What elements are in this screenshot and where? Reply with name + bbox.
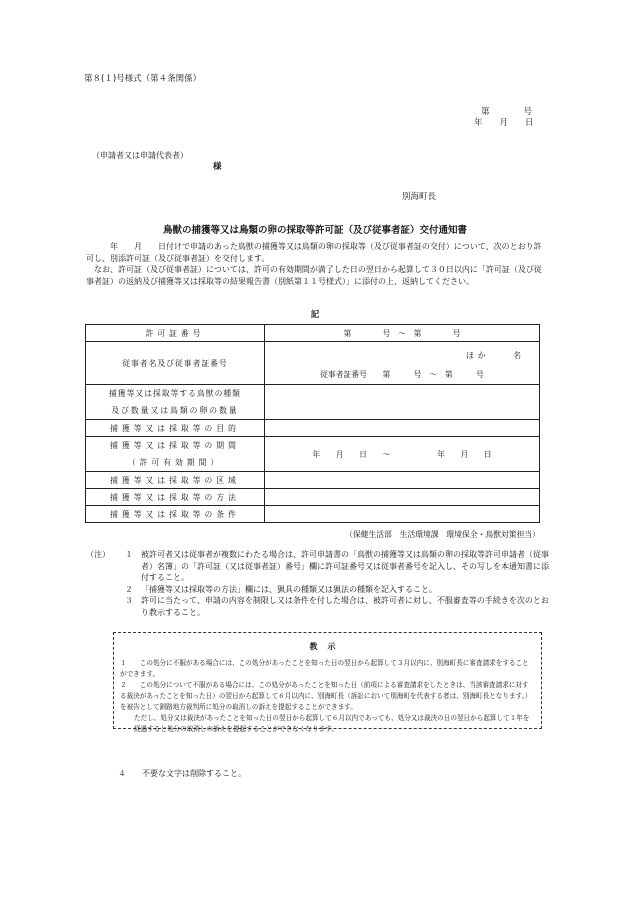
form-id: 第８(１)号様式（第４条関係） [84, 74, 202, 84]
note-item [86, 549, 556, 584]
table-row [86, 437, 540, 472]
workers-cert-numbers: 従事者証番号 第 号 ～ 第 号 [320, 370, 484, 379]
table-row [86, 506, 540, 523]
note-number: １ [125, 550, 133, 559]
purpose-label: 捕獲等又は採取等の目的 [86, 420, 265, 437]
purpose-value[interactable] [265, 420, 540, 437]
workers-cell [265, 342, 540, 385]
table-row [86, 385, 540, 420]
species-label-line-2: 及び数量又は鳥類の卵の数量 [111, 406, 239, 415]
table-row [86, 472, 540, 489]
period-value: 年 月 日 ～ 年 月 日 [265, 437, 540, 472]
table-row [86, 325, 540, 342]
species-label [86, 385, 265, 420]
permit-number-value: 第 号 ～ 第 号 [265, 325, 540, 342]
period-label-line-1: 捕獲等又は採取等の期間 [110, 441, 240, 450]
document-date-label: 年 月 日 [474, 118, 534, 128]
note-item [86, 584, 556, 596]
table-row [86, 420, 540, 437]
area-label: 捕獲等又は採取等の区域 [86, 472, 265, 489]
species-label-line-1: 捕獲等又は採取等する鳥獣の種類 [109, 389, 241, 398]
area-value[interactable] [265, 472, 540, 489]
workers-label: 従事者名及び従事者証番号 [86, 342, 265, 385]
issuer: 別海町長 [402, 192, 437, 202]
instruction-paragraph-1: １ この処分に不服がある場合には、この処分があったことを知った日の翌日から起算して３月以内に、別海町長に審査請求をすることができます。 [120, 659, 529, 678]
notes-mark: （注） [86, 550, 110, 559]
workers-count: ほか 名 [466, 351, 525, 360]
applicant-label: （申請者又は申請代表者） [92, 151, 188, 160]
note-number: ３ [125, 596, 133, 605]
period-label-line-2: （許可有効期間） [127, 458, 223, 467]
document-title: 鳥獣の捕獲等又は鳥類の卵の採取等許可証（及び従事者証）交付通知書 [162, 225, 467, 236]
period-label [86, 437, 265, 472]
species-value[interactable] [265, 385, 540, 420]
note-4: ４ 不要な文字は削除すること。 [118, 769, 246, 778]
note-text: 被許可者又は従事者が複数にわたる場合は、許可申請書の「鳥獣の捕獲等又は鳥類の卵の採取等許可申請者（従事者）名簿」の「許可証（又は従事者証）番号」欄に許可証番号又は従事者番号を記入し、その写しを本通知書に添付すること。 [141, 550, 549, 582]
honorific: 様 [213, 162, 222, 172]
condition-label: 捕獲等又は採取等の条件 [86, 506, 265, 523]
note-number: ２ [125, 584, 133, 594]
note-text: 「捕獲等又は採取等の方法」欄には、猟具の種類又は猟法の種類を記入すること。 [141, 584, 437, 594]
condition-value[interactable] [265, 506, 540, 523]
notes-section [86, 549, 556, 618]
instruction-paragraph-3: ただし、処分又は裁決があったことを知った日の翌日から起算して６月以内であっても、処分又は裁決の日の翌日から起算して１年を経過すると処分の取消しの訴えを提起することができなくなります。 [134, 714, 530, 733]
instruction-heading: 教示 [309, 642, 346, 651]
ki-heading: 記 [310, 310, 320, 320]
instruction-paragraph-2: ２ この処分について不服がある場合には、この処分があったことを知った日（前項による審査請求をしたときは、当該審査請求に対する裁決があったことを知った日）の翌日から起算して６月以内に、別海町長（訴訟において別海町を代表する者は、別海町長となります。）を被告として釧路地方裁判所に処分の取消しの訴えを提起することができます。 [120, 681, 532, 711]
department-label: （保健生活部 生活環境課 環境保全・鳥獣対策担当） [345, 530, 540, 539]
table-row [86, 489, 540, 506]
note-text: 許可に当たって、申請の内容を制限し又は条件を付した場合は、被許可者に対し、不服審査等の手続きを次のとおり教示すること。 [141, 596, 549, 617]
body-paragraph-2: なお、許可証（及び従事者証）については、許可の有効期間が満了した日の翌日から起算して３０日以内に「許可証（及び従事者証）の返納及び捕獲等又は採取等の結果報告書（別紙第１１号様式）」に添付の上、返納してください。 [86, 265, 542, 286]
body-paragraph-1: 年 月 日付けで申請のあった鳥獣の捕獲等又は鳥類の卵の採取等（及び従事者証の交付）について、次のとおり許可し、別添許可証（及び従事者証）を交付します。 [86, 242, 542, 263]
permit-number-label: 許可証番号 [86, 325, 265, 342]
table-row [86, 342, 540, 385]
method-label: 捕獲等又は採取等の方法 [86, 489, 265, 506]
permit-table [85, 324, 540, 523]
instruction-box [113, 632, 542, 733]
note-item [86, 595, 556, 618]
document-number-label: 第 号 [481, 107, 533, 117]
method-value[interactable] [265, 489, 540, 506]
